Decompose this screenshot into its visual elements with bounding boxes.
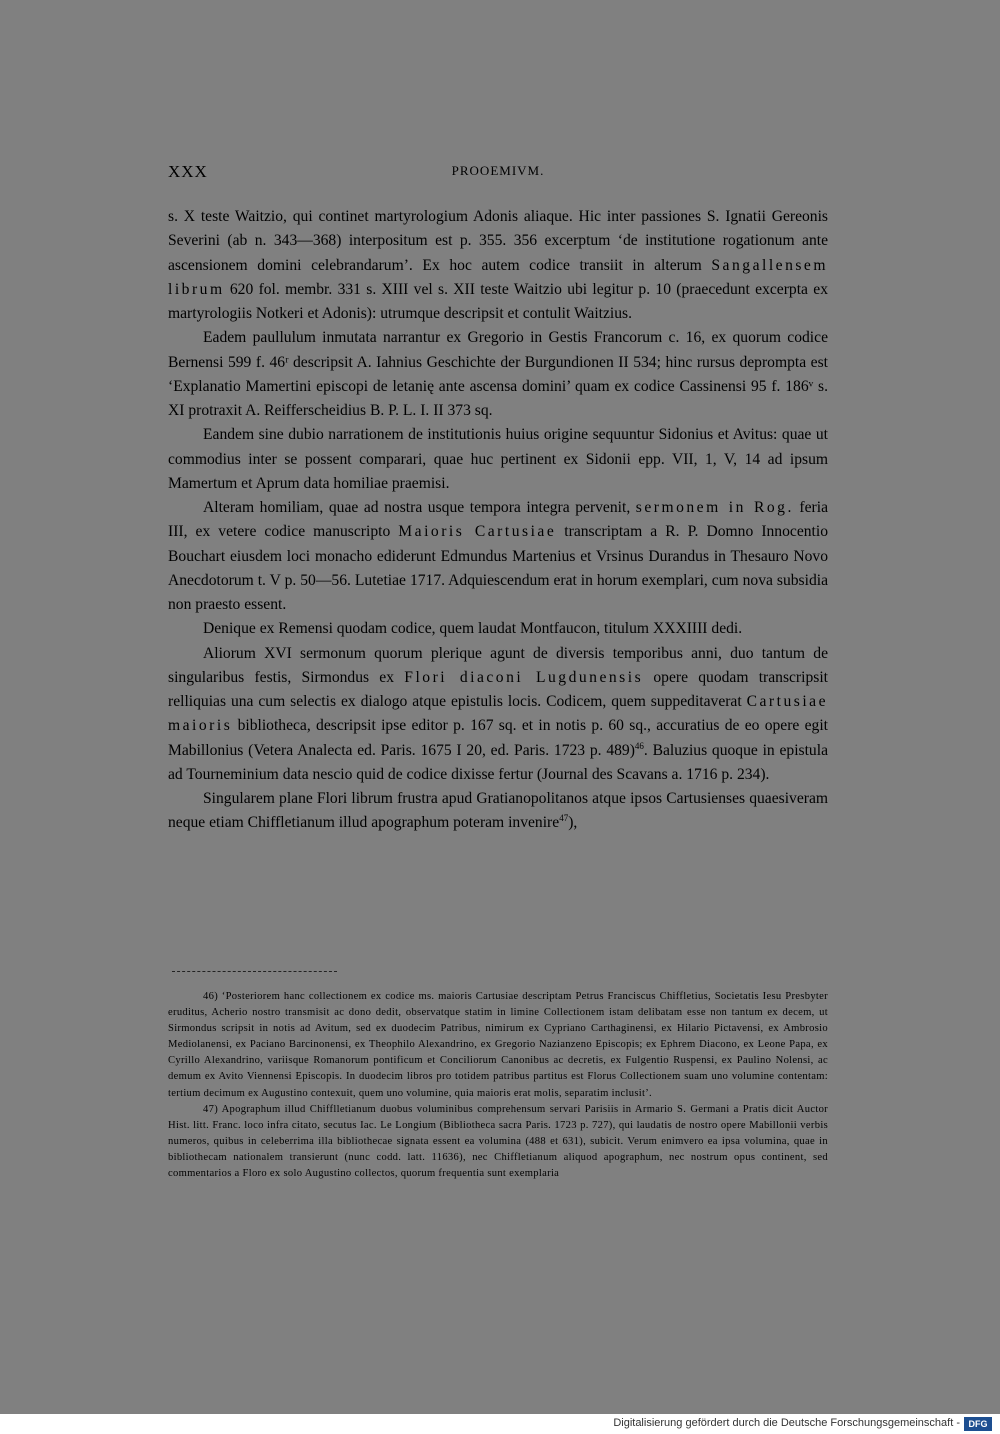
text-run: Alteram homiliam, quae ad nostra usque tempora integra pervenit,	[203, 499, 636, 516]
spaced-text: sermonem in Rog.	[635, 499, 794, 516]
text-run: Singularem plane Flori librum frustra apud Gratianopolitanos atque ipsos Cartusienses quaesiveram neque etiam Chiffletianum illud apographum poteram invenire	[168, 790, 828, 832]
page-number: XXX	[168, 162, 208, 181]
text-run: ),	[568, 814, 578, 832]
funding-credit: Digitalisierung gefördert durch die Deutsche Forschungsgemeinschaft -	[613, 1417, 960, 1429]
running-header	[168, 162, 828, 184]
paragraph-5: Denique ex Remensi quodam codice, quem laudat Montfaucon, titulum XXXIIII dedi.	[203, 620, 743, 638]
footnote-ref-47: 47	[559, 813, 569, 824]
footnotes	[168, 989, 828, 1182]
text-run: 620 fol. membr. 331 s. XIII vel s. XII teste Waitzio ubi legitur p. 10 (praecedunt excerpta ex martyrologiis Notkeri et Adonis): utrumque descripsit et contulit Waitzius.	[168, 280, 828, 322]
main-text	[168, 205, 828, 836]
spaced-text: Flori diaconi Lugdunensis	[404, 668, 644, 686]
footnote-47: 47) Apographum illud Chifflletianum duobus voluminibus comprehensum servari Parisiis in Armario S. Germani a Pratis dicit Auctor Hist. litt. Franc. loco infra citato, secutus Iac. Le Longium (Bibliotheca sacra Paris. 1723 p. 727), qui laudatis de nostro opere Mabillonii verbis numeros, quibus in celeberrima illa bibliothecae signata essent ea volumina (488 et 631), subicit. Verum enimvero ea ipsa volumina, quae in bibliothecam nationalem transierunt (nunc codd. latt. 11636), nec Chiffletianum aliquod apographum, nec nostrum opus continent, sed commentarios a Floro ex solo Augustino collectos, quorum frequentia sunt exemplaria	[168, 1103, 828, 1180]
dfg-logo-icon: DFG	[964, 1417, 992, 1431]
footnote-ref-46: 46	[634, 740, 644, 751]
text-run: opere quodam transcripsit relliquias una cum selectis ex dialogo atque epistulis locis. Codicem, quem suppeditaverat	[168, 668, 828, 710]
spaced-text: Maioris Cartusiae	[398, 523, 557, 541]
text-run: . Baluzius quoque in epistula ad Tourneminium data nescio quid de codice dixisse fertur (Journal des Scavans a. 1716 p. 234).	[168, 741, 828, 783]
paragraph-1	[168, 205, 828, 326]
spaced-text: Cartusiae maioris	[168, 693, 828, 735]
paragraph-2: Eadem paullulum inmutata narrantur ex Gregorio in Gestis Francorum c. 16, ex quorum codice Bernensi 599 f. 46ʳ descripsit A. Iahnius Geschichte der Burgundionen II 534; hinc rursus deprompta est ‘Explanatio Mamertini episcopi de letanię ante ascensa domini’ quam ex codice Cassinensi 95 f. 186ᵛ s. XI protraxit A. Reifferscheidius B. P. L. I. II 373 sq.	[168, 329, 828, 419]
text-run: transcriptam a R. P. Domno Innocentio Bouchart eiusdem loci monacho ediderunt Edmundus Martenius et Vrsinus Durandus in Thesauro Novo Anecdotorum t. V p. 50—56. Lutetiae 1717. Adquiescendum erat in horum exemplari, cum nova subsidia non praesto essent.	[168, 523, 828, 613]
paragraph-3: Eandem sine dubio narrationem de institutionis huius origine sequuntur Sidonius et Avitus: quae ut commodius inter se possent comparari, quae huc pertinent ex Sidonii epp. VII, 1, V, 14 ad ipsum Mamertum et Aprum data homiliae praemisi.	[168, 426, 828, 492]
digitization-footer	[0, 1414, 1000, 1434]
running-title: PROOEMIVM.	[451, 163, 545, 178]
footnote-46: 46) ‘Posteriorem hanc collectionem ex codice ms. maioris Cartusiae descriptam Petrus Franciscus Chiffletius, Societatis Iesu Presbyter eruditus, Acherio nostro transmisit ac dono dedit, observatque statim in limine Collectionem istam delibatam esse non tantum ex decem, ut Sirmondus scripsit in notis ad Avitum, sed ex duodecim Patribus, nimirum ex Cypriano Carthaginensi, ex Hilario Pictavensi, ex Ambrosio Mediolanensi, ex Paciano Barcinonensi, ex Theophilo Alexandrino, ex Gregorio Nazianzeno Episcopis; ex Ephrem Diacono, ex Leone Papa, ex Cyrillo Alexandrino, variisque Romanorum pontificum et Conciliorum Canonibus ac decretis, ex Fulgentio Ruspensi, ex Paulino Nolensi, ac demum ex Avito Viennensi Episcopis. In duodecim libros pro totidem patribus partitus est Florus Collectionem suam uno volumine contentam: tertium decimum ex Augustino contexuit, quem uno volumine, quia maioris erat molis, separatim inclusit’.	[168, 991, 828, 1099]
text-run: feria III, ex vetere codice manuscripto	[168, 499, 828, 541]
spaced-text: Sangallensem librum	[168, 256, 828, 298]
text-run: s. X teste Waitzio, qui continet martyrologium Adonis aliaque. Hic inter passiones S. Ignatii Gereonis Severini (ab n. 343—368) interpositum est p. 355. 356 excerptum ‘de institutione rogationum ante ascensionem domini celebrandarum’. Ex hoc autem codice transiit in alterum	[168, 208, 828, 274]
paragraph-7	[168, 787, 828, 836]
footnote-divider	[172, 971, 337, 972]
paragraph-4	[168, 496, 828, 617]
paragraph-6	[168, 642, 828, 788]
text-run: Aliorum XVI sermonum quorum plerique agunt de diversis temporibus anni, duo tantum de singularibus festis, Sirmondus ex	[168, 644, 828, 686]
text-run: bibliotheca, descripsit ipse editor p. 167 sq. et in notis p. 60 sq., accuratius de eo opere egit Mabillonius (Vetera Analecta ed. Paris. 1675 I 20, ed. Paris. 1723 p. 489)	[168, 717, 828, 759]
